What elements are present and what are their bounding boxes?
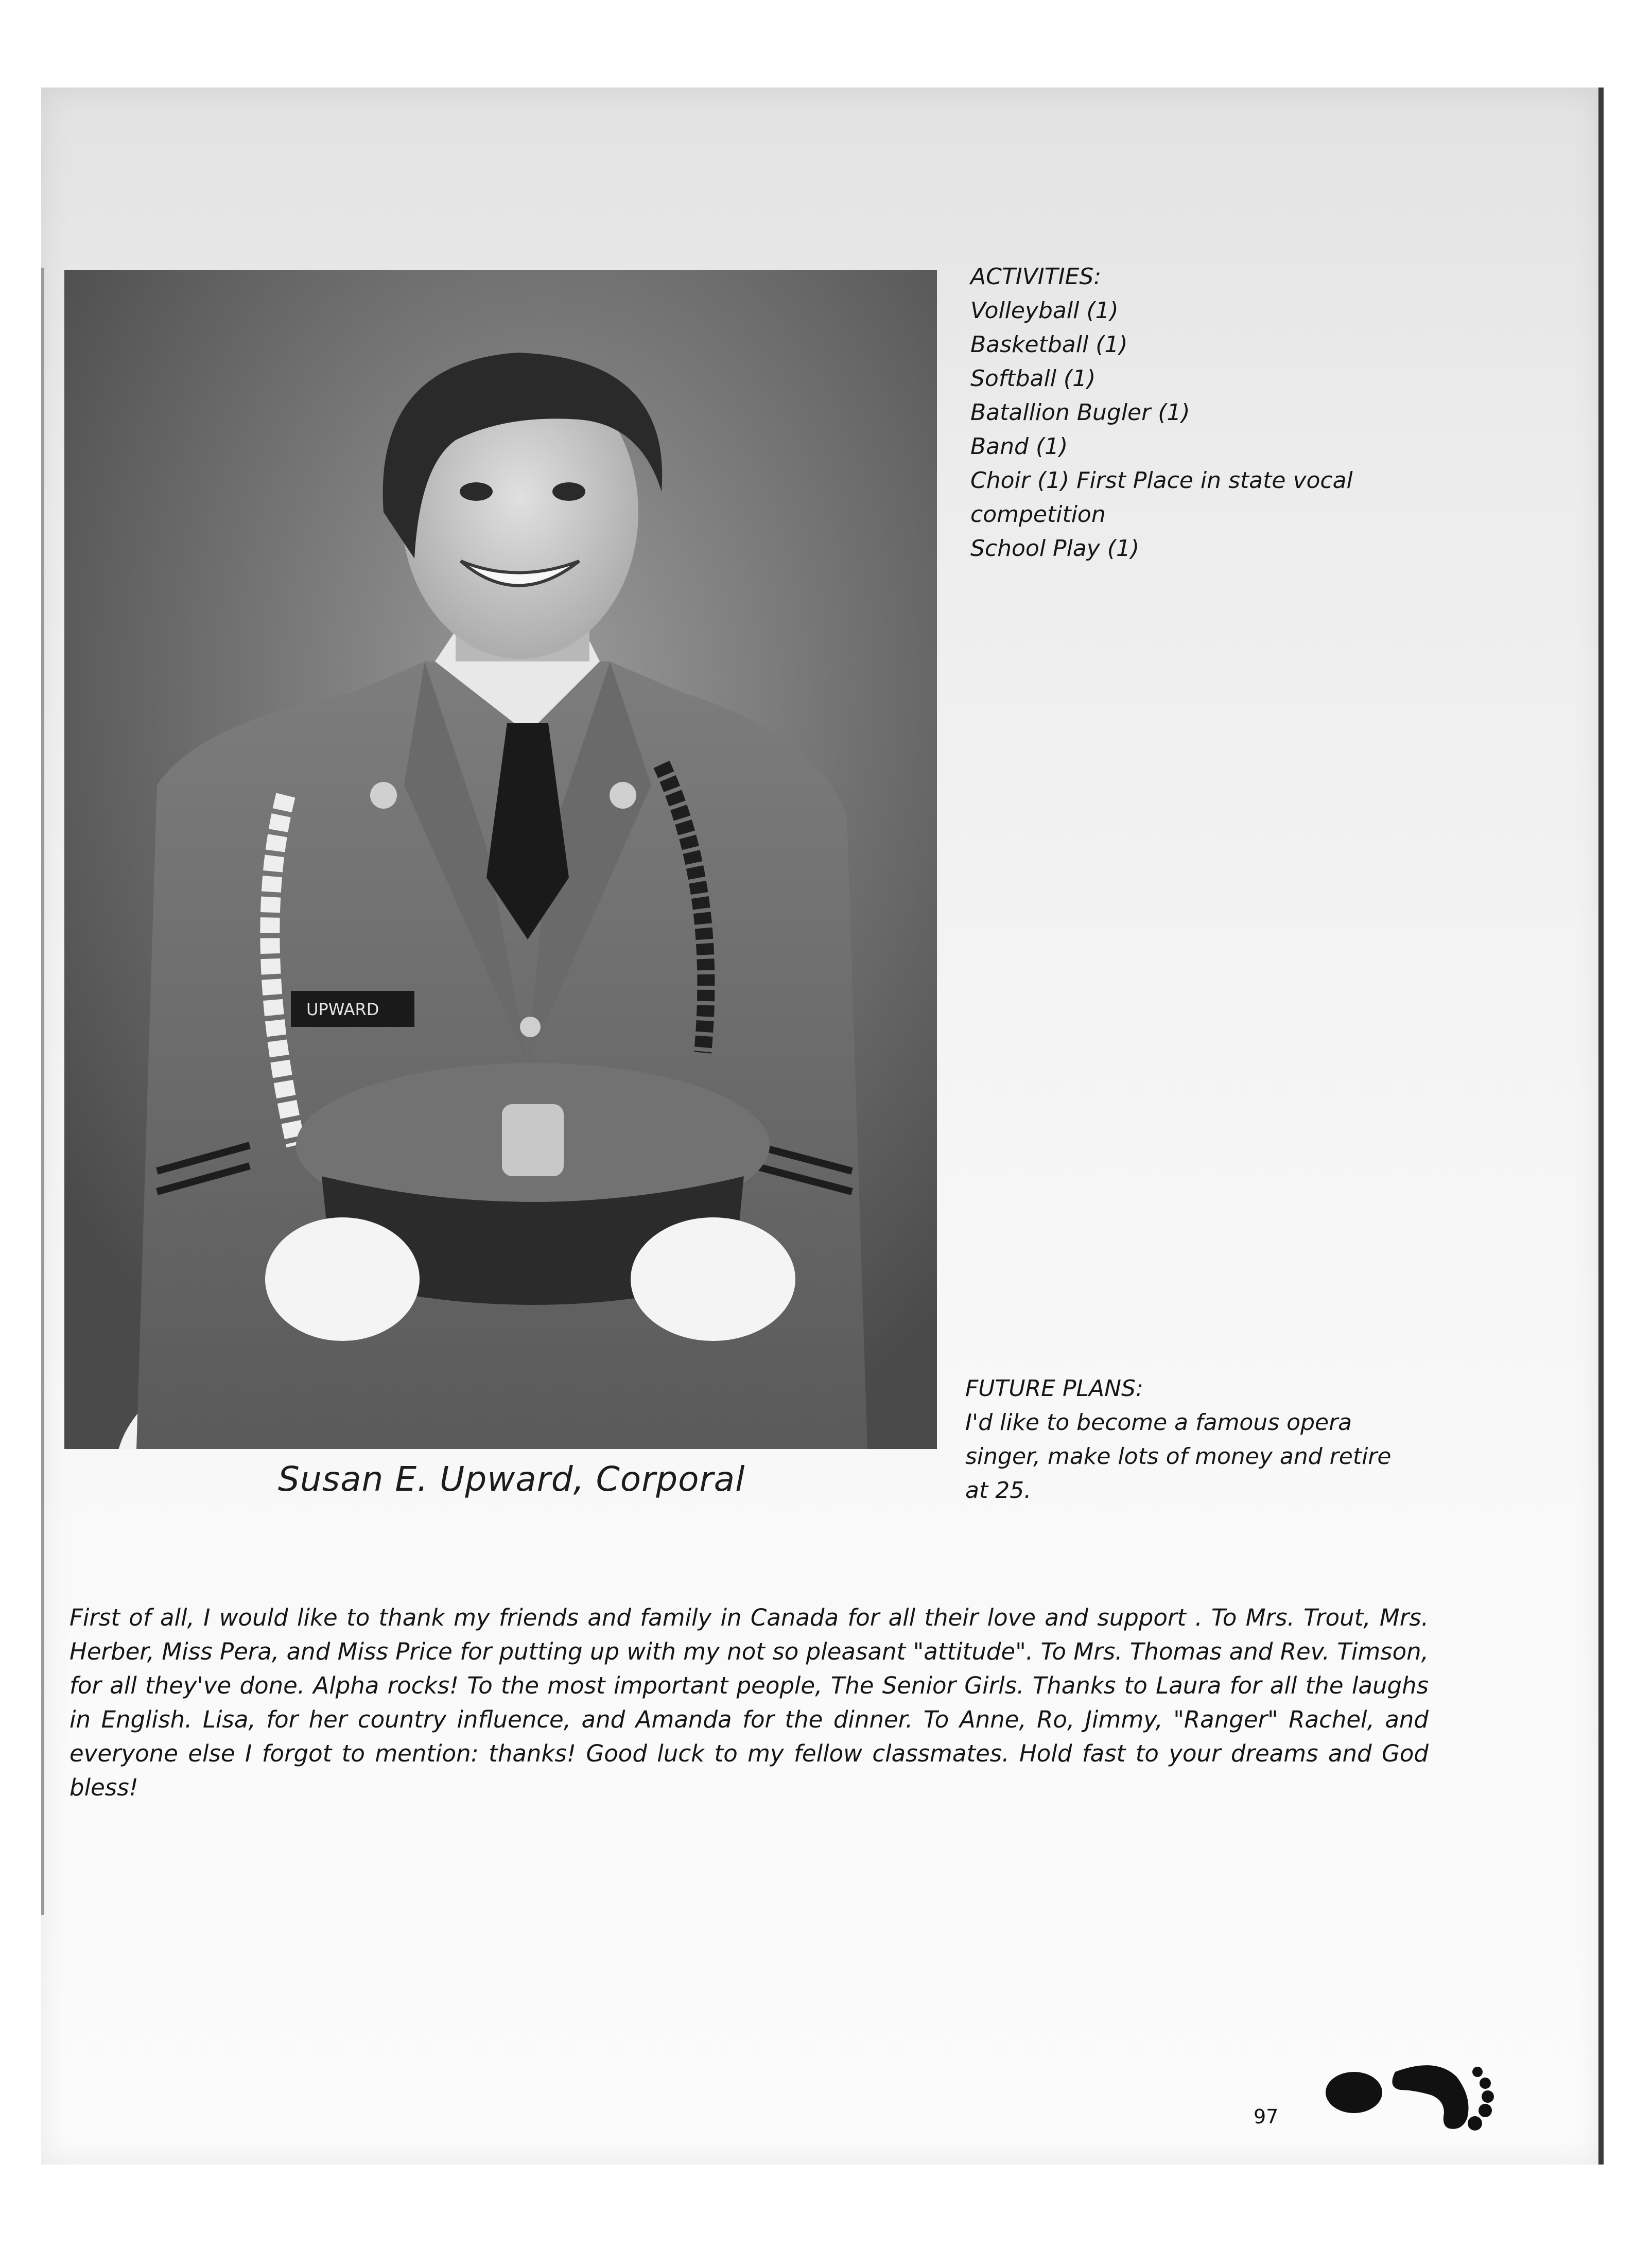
activity-item: Band (1) <box>970 433 1068 460</box>
activity-item: Choir (1) First Place in state vocal competition <box>970 467 1353 528</box>
page-right-edge <box>1598 88 1604 2165</box>
future-plans-heading: FUTURE PLANS: <box>965 1375 1143 1402</box>
future-plans-section <box>965 1372 1413 1508</box>
portrait-illustration <box>64 270 937 1449</box>
portrait-photo <box>64 270 937 1449</box>
activities-heading: ACTIVITIES: <box>970 264 1102 290</box>
portrait-caption: Susan E. Upward, Corporal <box>278 1459 745 1499</box>
activities-section <box>970 260 1434 566</box>
future-plans-text: I'd like to become a famous opera singer, make lots of money and retire at 25. <box>965 1409 1392 1504</box>
thanks-message: First of all, I would like to thank my friends and family in Canada for all their love and support . To Mrs. Trout, Mrs. Herber, Miss Pera, and Miss Price for putting up with my not so pleasant "attitude". To Mrs. Thomas and Rev. Timson, for all they've done. Alpha rocks! To the most important people, The Senior Girls. Thanks to Laura for all the laughs in English. Lisa, for her country influence, and Amanda for the dinner. To Anne, Ro, Jimmy, "Ranger" Rachel, and everyone else I forgot to mention: thanks! Good luck to my fellow classmates. Hold fast to your dreams and God bless! <box>69 1604 1429 1801</box>
page-left-edge <box>41 268 44 1915</box>
name-tag-text: UPWARD <box>306 1000 379 1019</box>
activity-item: Volleyball (1) <box>970 298 1119 324</box>
activity-item: Basketball (1) <box>970 332 1128 358</box>
activity-item: Softball (1) <box>970 365 1096 392</box>
footprint-icon <box>1318 2041 1524 2136</box>
page-number: 97 <box>1254 2105 1279 2128</box>
activity-item: Batallion Bugler (1) <box>970 399 1190 426</box>
activity-item: School Play (1) <box>970 535 1140 562</box>
